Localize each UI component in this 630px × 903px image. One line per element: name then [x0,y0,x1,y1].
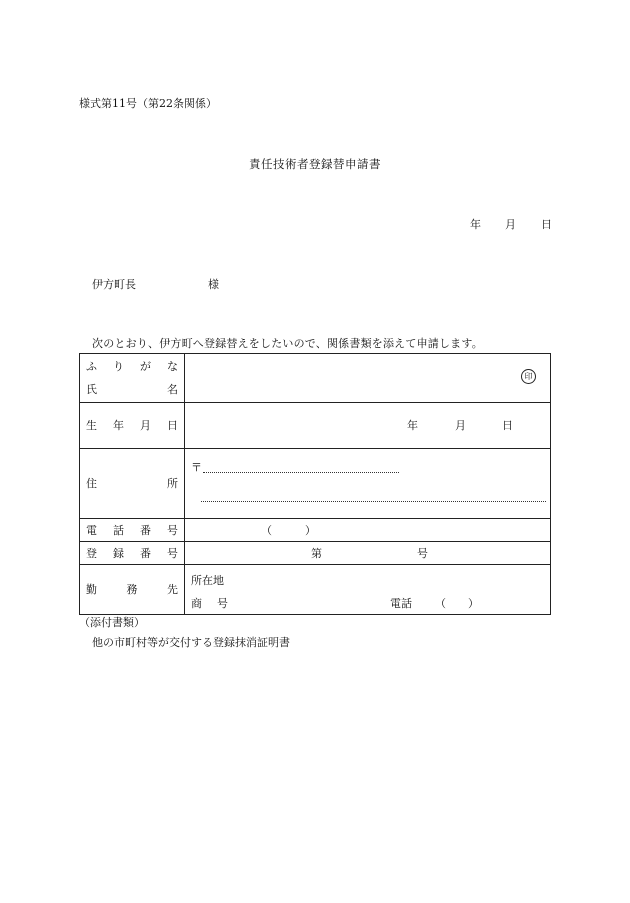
furigana-label: ふ り が な [86,360,178,373]
phone-area-brackets: （ ） [261,524,316,537]
document-title: 責任技術者登録替申請書 [249,157,381,171]
workplace-trade-label-1: 商 [191,597,202,610]
workplace-phone-label: 電話 [390,597,412,610]
address-field[interactable] [185,449,551,519]
name-label: 氏 名 [86,383,178,396]
address-label: 住 所 [86,477,178,490]
name-field[interactable] [185,354,551,403]
registration-label: 登 録 番 号 [86,546,178,560]
registration-suffix: 号 [417,547,428,560]
postal-mark: 〒 [191,461,202,474]
postal-dotted-line [203,472,399,473]
registration-label-cell [80,542,185,565]
birthdate-field[interactable] [185,403,551,449]
workplace-location-label: 所在地 [191,574,224,587]
address-dotted-line [201,501,546,502]
birth-month-unit: 月 [455,419,466,432]
date-month-label: 月 [505,218,516,231]
birth-day-unit: 日 [502,419,513,432]
addressee-name: 伊方町長 [92,278,136,291]
date-year-label: 年 [470,218,481,231]
date-day-label: 日 [541,218,552,231]
attachment-item: 他の市町村等が交付する登録抹消証明書 [92,636,290,649]
seal-mark: 印 [521,369,536,384]
birth-year-unit: 年 [407,419,418,432]
registration-field[interactable] [185,542,551,565]
phone-label-cell [80,519,185,542]
application-form-table [79,353,551,615]
workplace-trade-label-2: 号 [217,597,228,610]
form-number: 様式第11号（第22条関係） [79,97,217,110]
phone-label: 電 話 番 号 [86,523,178,537]
attachments-heading: （添付書類） [79,616,145,629]
workplace-phone-brackets: （ ） [435,597,479,610]
registration-prefix: 第 [311,547,322,560]
name-label-cell [80,354,185,403]
phone-field[interactable] [185,519,551,542]
addressee-honorific: 様 [208,278,219,291]
birthdate-label-cell [80,403,185,449]
workplace-label: 勤 務 先 [86,583,178,596]
workplace-label-cell [80,565,185,615]
address-label-cell [80,449,185,519]
workplace-field[interactable] [185,565,551,615]
intro-statement: 次のとおり、伊方町へ登録替えをしたいので、関係書類を添えて申請します。 [92,337,483,350]
birthdate-label: 生 年 月 日 [86,419,178,432]
